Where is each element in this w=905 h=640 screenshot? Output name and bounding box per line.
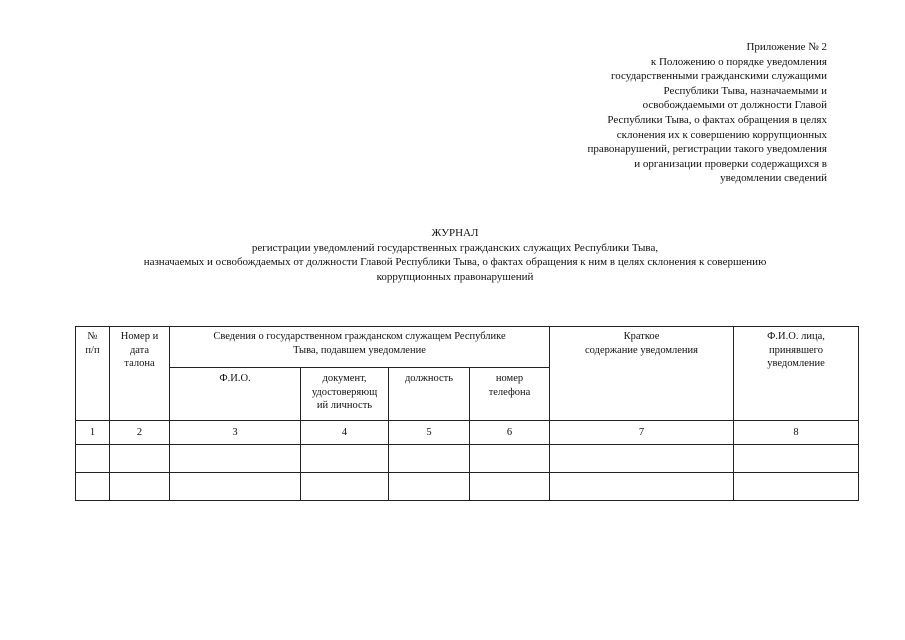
empty-cell [170, 445, 301, 473]
empty-cell [76, 473, 110, 501]
empty-cell [734, 445, 859, 473]
appendix-line: склонения их к совершению коррупционных [616, 128, 827, 141]
empty-row [76, 473, 859, 501]
subheader-position: должность [389, 368, 470, 421]
header-summary: Краткое содержание уведомления [550, 327, 734, 421]
subheader-document: документ, удостоверяющ ий личность [301, 368, 389, 421]
subheader-fio: Ф.И.О. [170, 368, 301, 421]
column-number: 6 [470, 421, 550, 445]
header-row [76, 327, 859, 368]
appendix-line: к Положению о порядке уведомления [650, 55, 827, 68]
journal-subtitle-line: регистрации уведомлений государственных гражданских служащих Республики Тыва, [251, 241, 659, 254]
appendix-line: Приложение № 2 [746, 41, 827, 53]
empty-cell [470, 445, 550, 473]
empty-cell [110, 445, 170, 473]
appendix-line: Республики Тыва, о фактах обращения в целях [607, 113, 827, 126]
journal-subtitle-line: коррупционных правонарушений [376, 270, 534, 283]
subheader-phone: номер телефона [470, 368, 550, 421]
empty-cell [76, 445, 110, 473]
header-talon: Номер и дата талона [110, 327, 170, 421]
journal-title: ЖУРНАЛ [431, 227, 479, 239]
appendix-line: освобождаемыми от должности Главой [642, 99, 827, 112]
appendix-line: Республики Тыва, назначаемыми и [663, 84, 827, 97]
empty-row [76, 445, 859, 473]
header-employee-info: Сведения о государственном гражданском служащем Республике Тыва, подавшем уведомление [170, 327, 550, 368]
journal-heading [60, 226, 850, 284]
empty-cell [301, 445, 389, 473]
appendix-line: правонарушений, регистрации такого уведомления [587, 143, 827, 156]
empty-cell [550, 445, 734, 473]
column-number: 3 [170, 421, 301, 445]
column-number: 5 [389, 421, 470, 445]
journal-table [75, 326, 859, 501]
empty-cell [389, 445, 470, 473]
header-number: № п/п [76, 327, 110, 421]
empty-cell [550, 473, 734, 501]
empty-cell [170, 473, 301, 501]
appendix-line: государственными гражданскими служащими [611, 70, 827, 83]
column-number: 2 [110, 421, 170, 445]
column-number-row [76, 421, 859, 445]
empty-cell [734, 473, 859, 501]
empty-cell [389, 473, 470, 501]
column-number: 4 [301, 421, 389, 445]
column-number: 7 [550, 421, 734, 445]
empty-cell [301, 473, 389, 501]
appendix-line: и организации проверки содержащихся в [634, 157, 827, 170]
journal-subtitle-line: назначаемых и освобождаемых от должности Главой Республики Тыва, о фактах обращения к ним в целях склонения к совершению [143, 256, 767, 269]
appendix-line: уведомлении сведений [720, 172, 827, 185]
empty-cell [470, 473, 550, 501]
column-number: 8 [734, 421, 859, 445]
appendix-header [527, 40, 827, 186]
empty-cell [110, 473, 170, 501]
header-receiver: Ф.И.О. лица, принявшего уведомление [734, 327, 859, 421]
column-number: 1 [76, 421, 110, 445]
